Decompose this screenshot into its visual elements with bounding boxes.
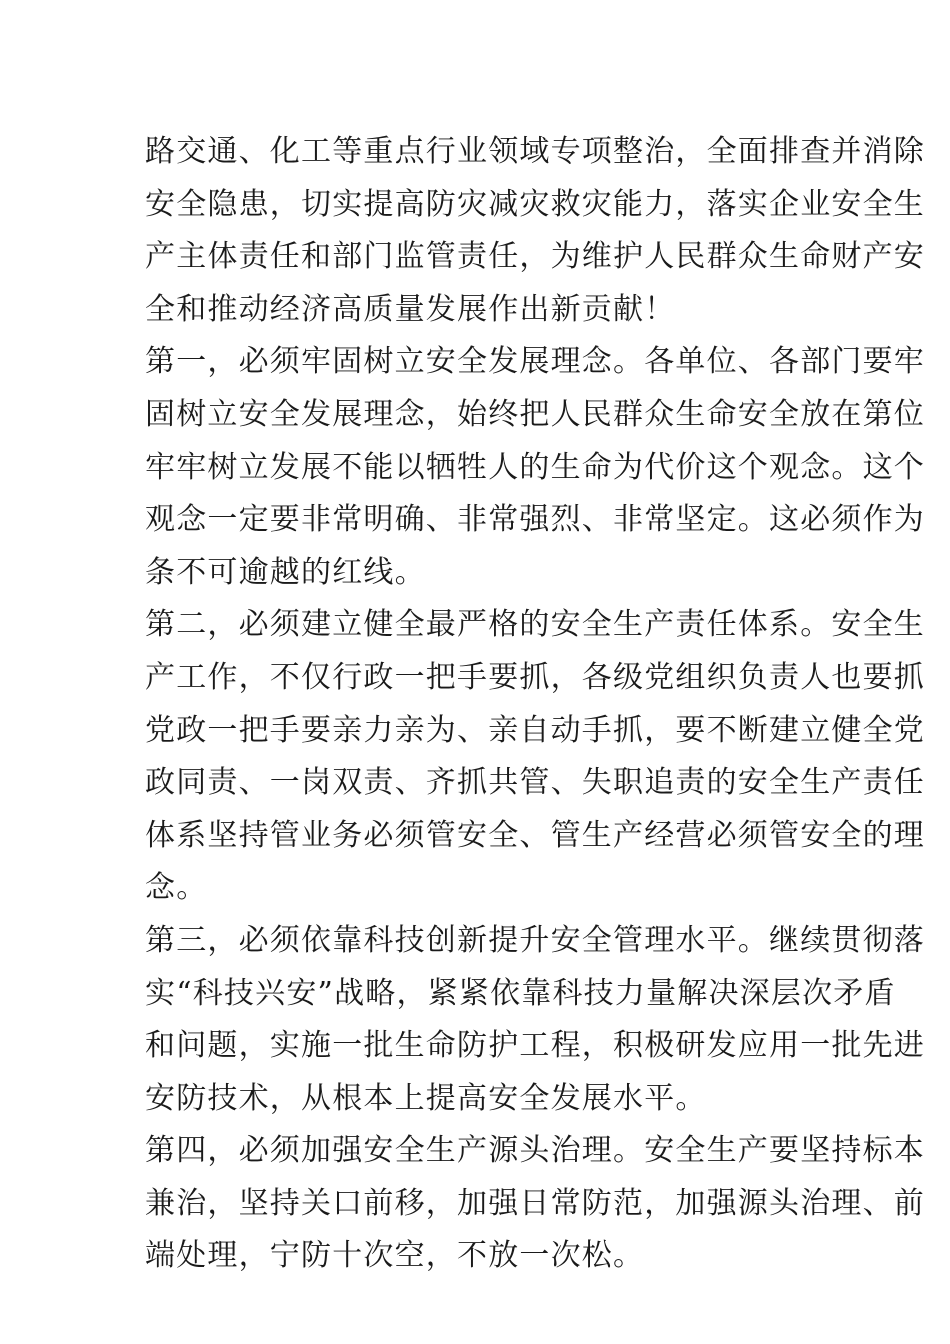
text-line: 固树立安全发展理念，始终把人民群众生命安全放在第位 (145, 396, 925, 432)
text-line: 第一，必须牢固树立安全发展理念。各单位、各部门要牢 (145, 344, 925, 380)
text-line: 念。 (145, 870, 208, 906)
text-line: 实“科技兴安”战略，紧紧依靠科技力量解决深层次矛盾 (145, 975, 896, 1011)
text-line: 全和推动经济高质量发展作出新贡献！ (145, 291, 676, 327)
paragraph-first (145, 336, 925, 599)
text-line: 产工作，不仅行政一把手要抓，各级党组织负责人也要抓 (145, 659, 925, 695)
text-line: 第三，必须依靠科技创新提升安全管理水平。继续贯彻落 (145, 922, 925, 958)
text-line: 观念一定要非常明确、非常强烈、非常坚定。这必须作为 (145, 502, 925, 538)
text-line: 产主体责任和部门监管责任，为维护人民群众生命财产安 (145, 239, 925, 275)
text-line: 体系坚持管业务必须管安全、管生产经营必须管安全的理 (145, 817, 925, 853)
text-line: 条不可逾越的红线。 (145, 554, 426, 590)
text-line: 安全隐患，切实提高防灾减灾救灾能力，落实企业安全生 (145, 186, 925, 222)
paragraph-intro (145, 126, 925, 336)
text-line: 和问题，实施一批生命防护工程，积极研发应用一批先进 (145, 1028, 925, 1064)
paragraph-second (145, 599, 925, 915)
text-line: 牢牢树立发展不能以牺牲人的生命为代价这个观念。这个 (145, 449, 925, 485)
text-line: 端处理，宁防十次空，不放一次松。 (145, 1238, 645, 1274)
text-line: 路交通、化工等重点行业领域专项整治，全面排查并消除 (145, 134, 925, 169)
text-line: 安防技术，从根本上提高安全发展水平。 (145, 1080, 707, 1116)
paragraph-fourth (145, 1125, 925, 1283)
text-line: 第二，必须建立健全最严格的安全生产责任体系。安全生 (145, 607, 925, 643)
text-line: 政同责、一岗双责、齐抓共管、失职追责的安全生产责任 (145, 765, 925, 801)
text-line: 第四，必须加强安全生产源头治理。安全生产要坚持标本 (145, 1133, 925, 1169)
text-line: 党政一把手要亲力亲为、亲自动手抓，要不断建立健全党 (145, 712, 925, 748)
document-body (145, 126, 925, 1283)
paragraph-third (145, 915, 925, 1125)
text-line: 兼治，坚持关口前移，加强日常防范，加强源头治理、前 (145, 1185, 925, 1221)
